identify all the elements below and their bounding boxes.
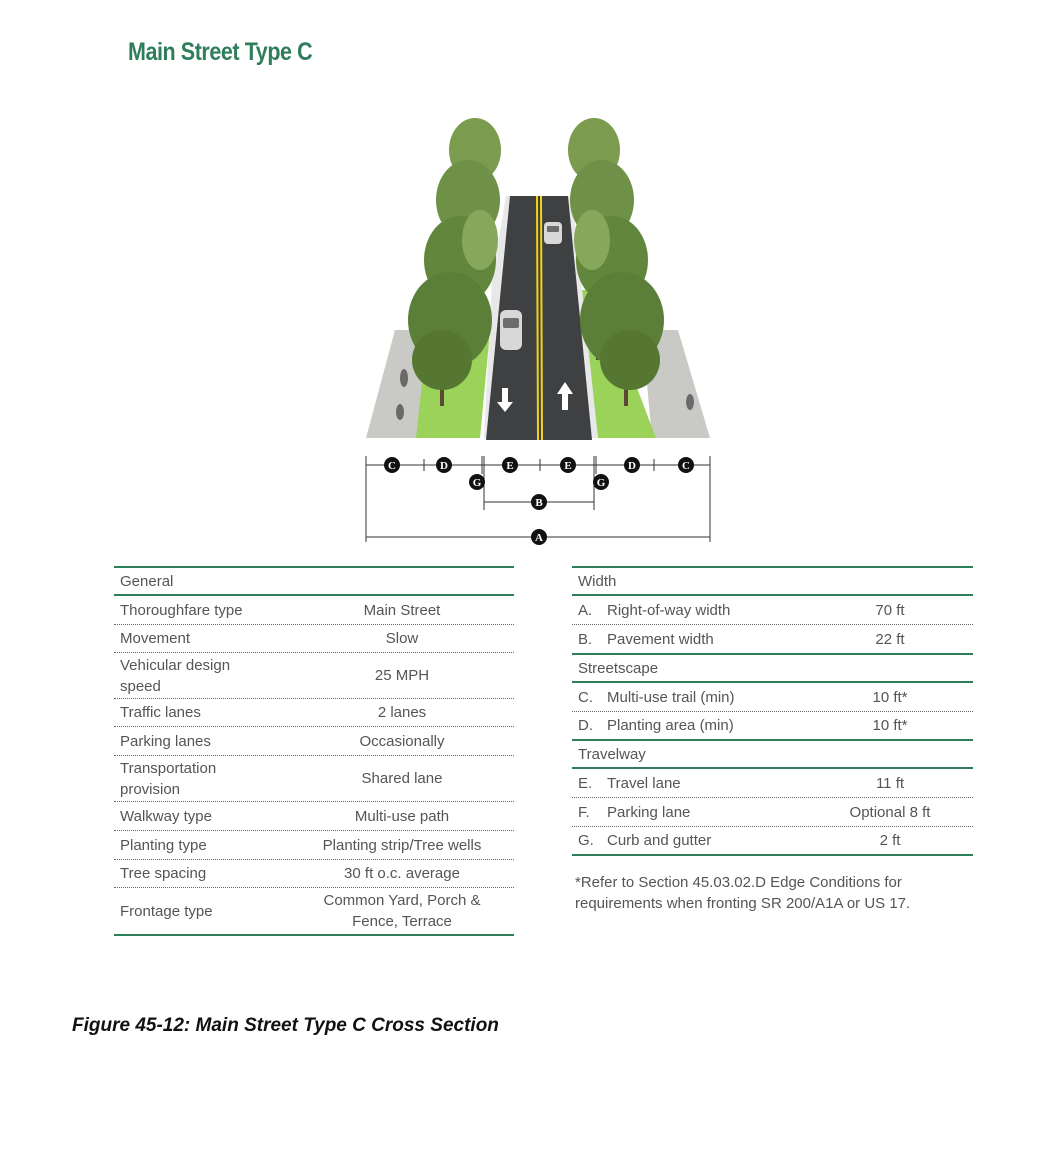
table-row: Frontage type Common Yard, Porch & Fence, Terrace [114,888,514,936]
table-row: Tree spacing 30 ft o.c. average [114,860,514,888]
width-header: Width [572,566,973,596]
table-row: Thoroughfare type Main Street [114,596,514,625]
label-b: B [535,497,543,509]
label-c-right: C [682,460,690,472]
table-row: Traffic lanes 2 lanes [114,699,514,727]
table-row: F. Parking lane Optional 8 ft [572,798,973,827]
table-row: Movement Slow [114,625,514,653]
general-table [114,566,514,936]
label-g-left: G [472,477,482,489]
table-row: Planting type Planting strip/Tree wells [114,831,514,860]
pedestrian-left-1 [400,369,408,387]
label-d-left: D [440,460,448,472]
page-title: Main Street Type C [128,38,313,66]
label-e-left: E [506,460,514,472]
label-g-right: G [596,477,606,489]
dimensions-table [572,566,973,856]
footnote: *Refer to Section 45.03.02.D Edge Conditions for requirements when fronting SR 200/A1A or US 17. [575,874,911,912]
figure-caption: Figure 45-12: Main Street Type C Cross Section [72,1015,499,1036]
pedestrian-right [686,394,694,410]
table-row: Vehicular design speed 25 MPH [114,653,514,699]
travelway-header: Travelway [572,739,973,769]
label-e-right: E [564,460,572,472]
table-row: Parking lanes Occasionally [114,727,514,756]
label-d-right: D [628,460,636,472]
table-row: C. Multi-use trail (min) 10 ft* [572,683,973,712]
general-header: General [114,566,514,596]
table-row: B. Pavement width 22 ft [578,630,905,648]
table-row: E. Travel lane 11 ft [572,769,973,798]
table-row: Transportation provision Shared lane [114,756,514,802]
table-row: Walkway type Multi-use path [114,802,514,831]
car-near [500,310,522,350]
table-row: A. Right-of-way width 70 ft [572,596,973,625]
label-c-left: C [388,460,396,472]
street-cross-section-illustration [360,110,720,550]
table-row: D. Planting area (min) 10 ft* [578,717,908,734]
car-far [544,222,562,244]
label-a: A [535,532,543,544]
streetscape-header: Streetscape [572,653,973,683]
pedestrian-left-2 [396,404,404,420]
table-row: G. Curb and gutter 2 ft [572,827,973,856]
